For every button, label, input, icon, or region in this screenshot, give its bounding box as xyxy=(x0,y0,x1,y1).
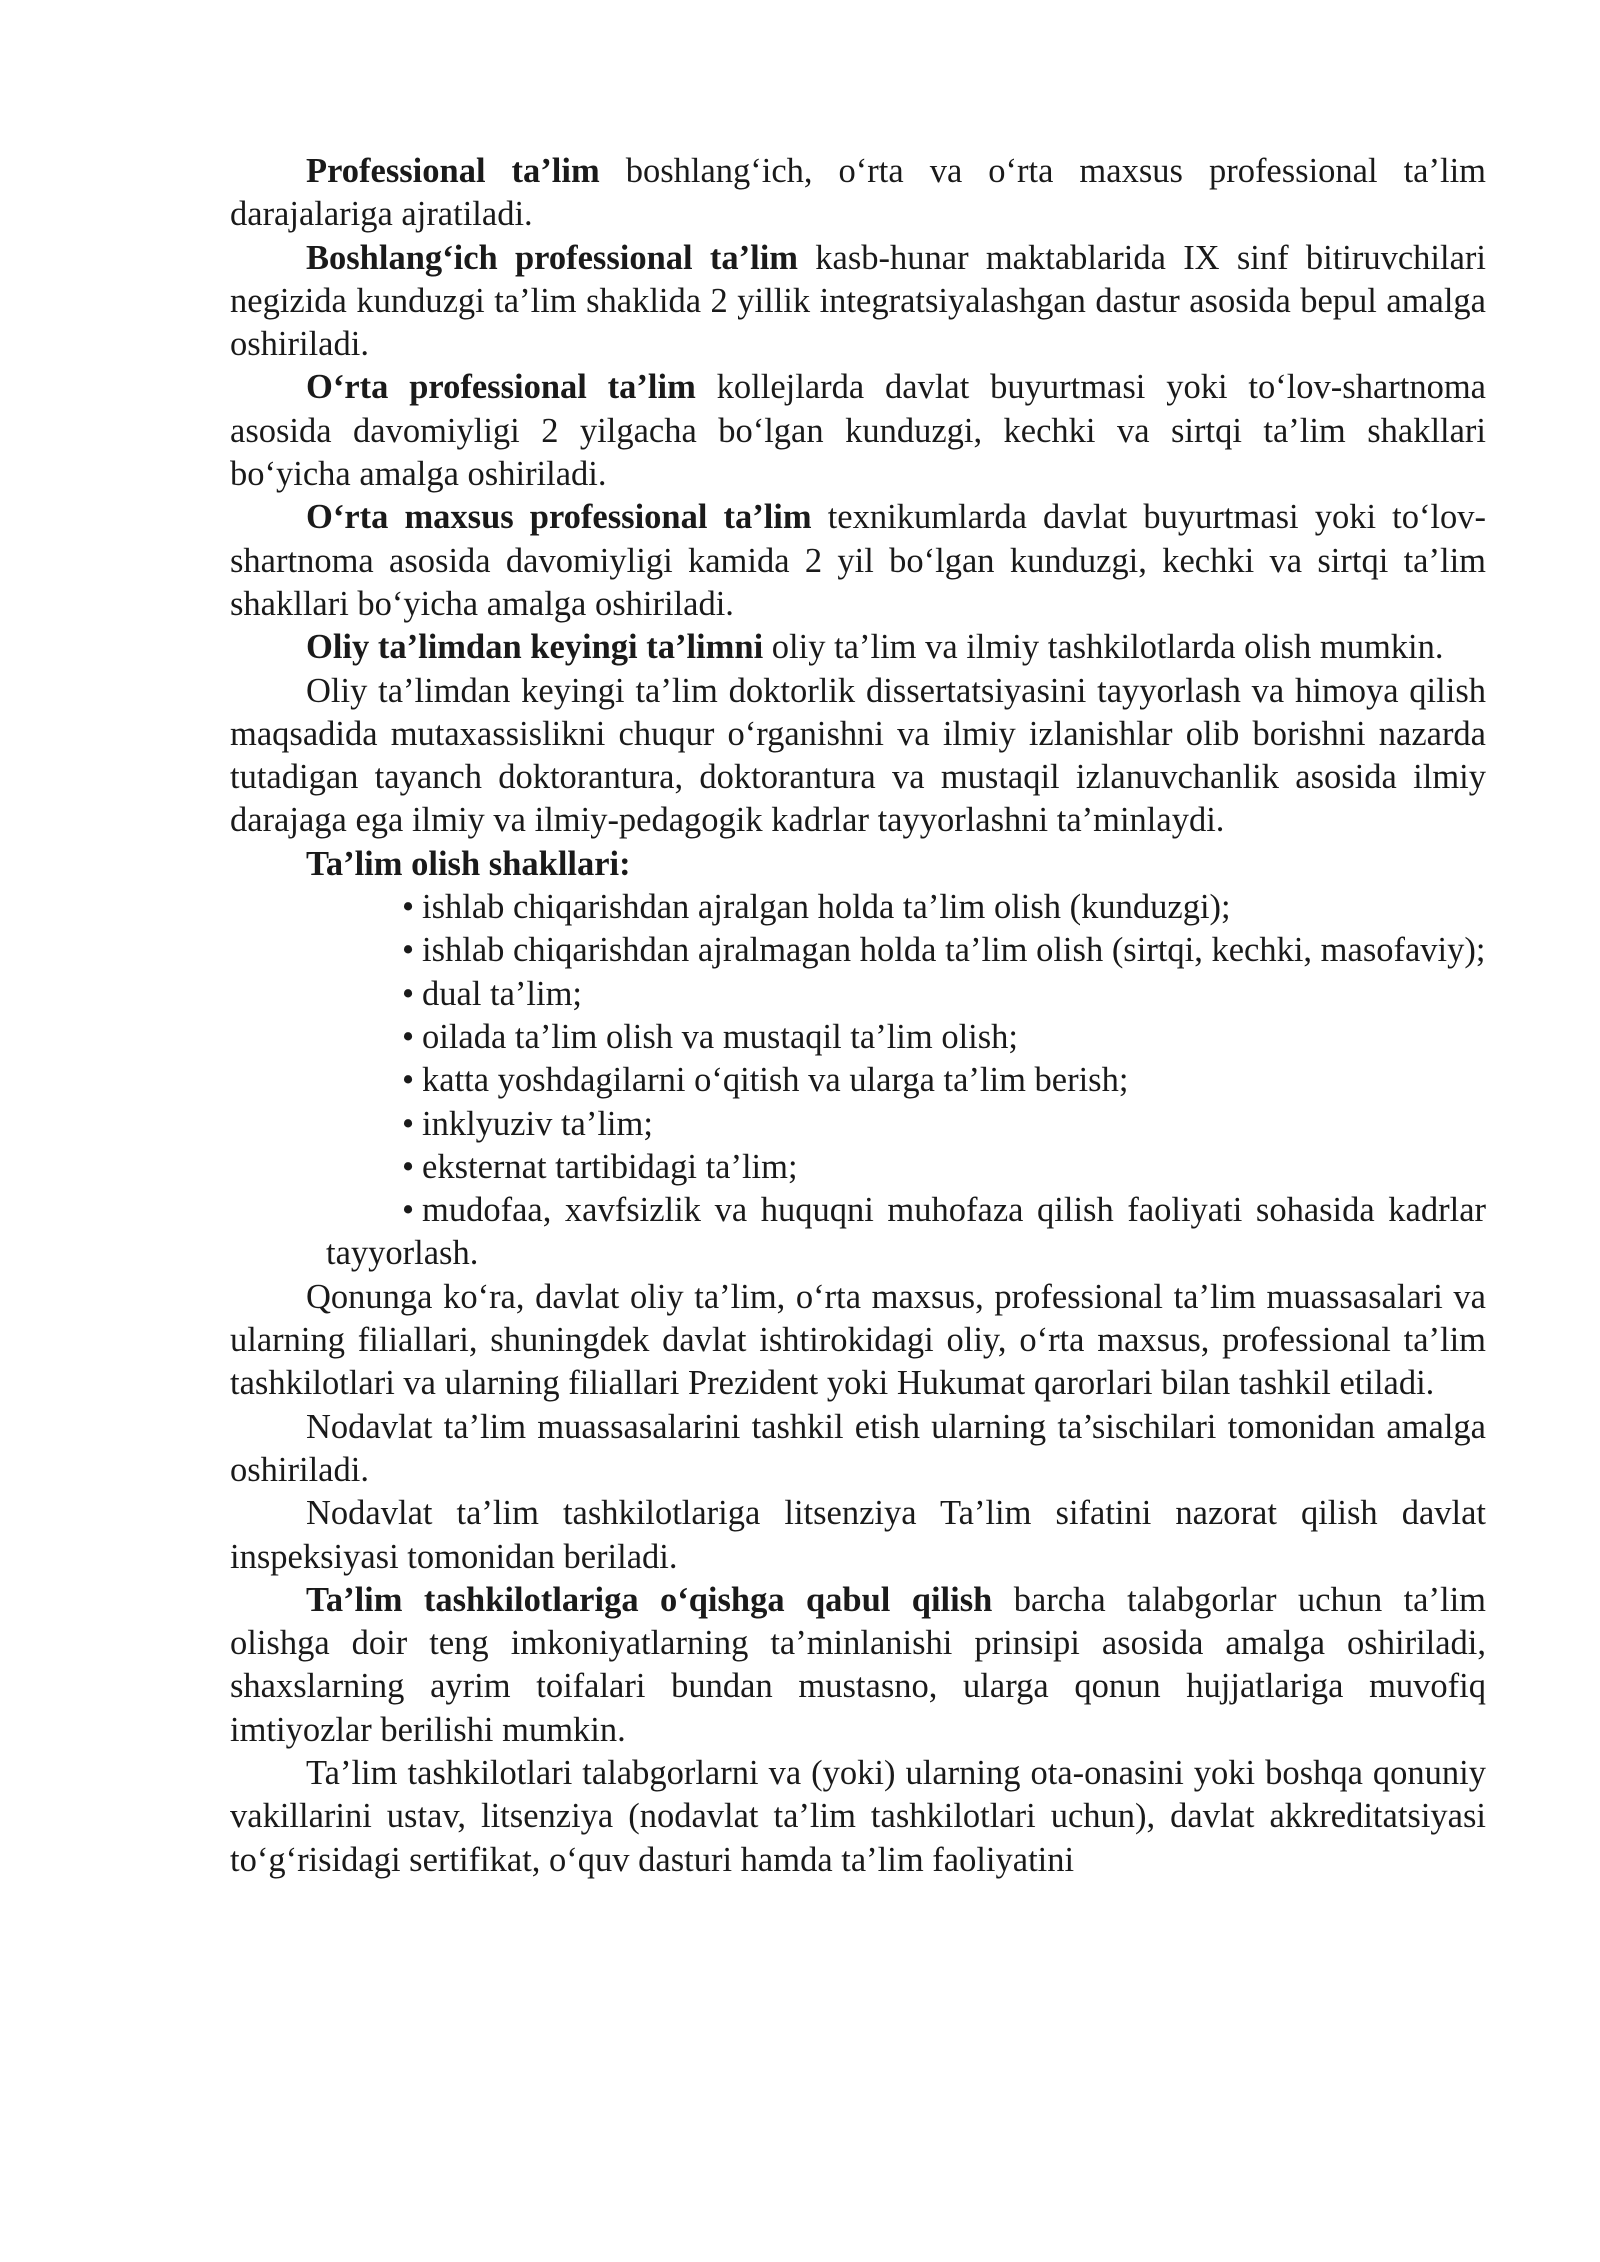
bullet: • xyxy=(402,1017,415,1056)
paragraph-text: texnikumlarda davlat buyurtmasi yoki to‘lov-shartnoma asosida davomiyligi kamida 2 yil bo‘lgan kunduzgi, kechki va sirtqi ta’lim shakllari bo‘yicha amalga oshiriladi. xyxy=(230,498,1487,623)
list-item xyxy=(326,1189,1486,1276)
paragraph xyxy=(230,1276,1486,1406)
bullet: • xyxy=(402,931,415,970)
list-item-text: inklyuziv ta’lim; xyxy=(422,1104,653,1143)
list-item xyxy=(326,1016,1486,1059)
list-item-text: katta yoshdagilarni o‘qitish va ularga ta’lim berish; xyxy=(422,1061,1129,1100)
paragraph-term: O‘rta maxsus professional ta’lim xyxy=(306,498,812,537)
list-item-text: eksternat tartibidagi ta’lim; xyxy=(422,1147,798,1186)
paragraph-term: Boshlang‘ich professional ta’lim xyxy=(306,238,799,277)
paragraph-text: Qonunga ko‘ra, davlat oliy ta’lim, o‘rta maxsus, professional ta’lim muassasalari va ularning filiallari, shuningdek davlat ishtirokidagi oliy, o‘rta maxsus, professional ta’lim tashkilotlari va ularning filiallari Prezident yoki Hukumat qarorlari bilan tashkil etiladi. xyxy=(230,1277,1486,1403)
paragraph-text: Ta’lim tashkilotlari talabgorlarni va (yoki) ularning ota-onasini yoki boshqa qonuniy vakillarini ustav, litsenziya (nodavlat ta’lim tashkilotlari uchun), davlat akkreditatsiyasi to‘g‘risidagi sertifikat, o‘quv dasturi hamda ta’lim faoliyatini xyxy=(230,1753,1486,1879)
forms-heading: Ta’lim olish shakllari: xyxy=(306,844,631,883)
list-item xyxy=(326,929,1486,972)
paragraph xyxy=(230,1406,1486,1493)
paragraph-term: O‘rta professional ta’lim xyxy=(306,368,696,407)
document-page xyxy=(230,150,1486,1882)
bullet: • xyxy=(402,1104,415,1143)
list-item-text: dual ta’lim; xyxy=(422,974,583,1013)
paragraph-text: boshlang‘ich, o‘rta va o‘rta maxsus professional ta’lim darajalariga ajratiladi. xyxy=(230,152,1486,234)
paragraph xyxy=(230,366,1486,496)
paragraph-text: oliy ta’lim va ilmiy tashkilotlarda olish mumkin. xyxy=(763,628,1444,667)
bullet: • xyxy=(402,888,415,927)
list-item-text: oilada ta’lim olish va mustaqil ta’lim olish; xyxy=(422,1017,1019,1056)
paragraph-term: Oliy ta’limdan keyingi ta’limni xyxy=(306,628,764,667)
list-item-text: mudofaa, xavfsizlik va huquqni muhofaza qilish faoliyati sohasida kadrlar tayyorlash. xyxy=(326,1191,1486,1273)
list-item xyxy=(326,886,1486,929)
bullet: • xyxy=(402,1191,415,1230)
bullet: • xyxy=(402,1147,415,1186)
paragraph-text: barcha talabgorlar uchun ta’lim olishga doir teng imkoniyatlarning ta’minlanishi prinsipi asosida amalga oshiriladi, shaxslarning ayrim toifalari bundan mustasno, ularga qonun hujjatlariga muvofiq imtiyozlar berilishi mumkin. xyxy=(230,1580,1486,1749)
paragraph-text: kasb-hunar maktablarida IX sinf bitiruvchilari negizida kunduzgi ta’lim shaklida 2 yillik integratsiyalashgan dastur asosida bepul amalga oshiriladi. xyxy=(230,238,1486,364)
paragraph-text: kollejlarda davlat buyurtmasi yoki to‘lov-shartnoma asosida davomiyligi 2 yilgacha bo‘lgan kunduzgi, kechki va sirtqi ta’lim shakllari bo‘yicha amalga oshiriladi. xyxy=(230,368,1486,494)
paragraph xyxy=(230,496,1486,626)
paragraph xyxy=(230,670,1486,843)
paragraph-text: Nodavlat ta’lim tashkilotlariga litsenziya Ta’lim sifatini nazorat qilish davlat inspeksiyasi tomonidan beriladi. xyxy=(230,1494,1486,1576)
paragraph-text: Nodavlat ta’lim muassasalarini tashkil etish ularning ta’sischilari tomonidan amalga oshiriladi. xyxy=(230,1407,1486,1489)
paragraph-term: Ta’lim tashkilotlariga o‘qishga qabul qilish xyxy=(306,1580,993,1619)
list-item xyxy=(326,1103,1486,1146)
paragraph xyxy=(230,150,1486,237)
list-item-text: ishlab chiqarishdan ajralgan holda ta’lim olish (kunduzgi); xyxy=(422,888,1231,927)
bullet: • xyxy=(402,1061,415,1100)
paragraph xyxy=(230,1579,1486,1752)
paragraph xyxy=(230,237,1486,367)
paragraph-text: Oliy ta’limdan keyingi ta’lim doktorlik dissertatsiyasini tayyorlash va himoya qilish maqsadida mutaxassislikni chuqur o‘rganishni va ilmiy izlanishlar olib borishni nazarda tutadigan tayanch doktorantura, doktorantura va mustaqil izlanuvchanlik asosida ilmiy darajaga ega ilmiy va ilmiy-pedagogik kadrlar tayyorlashni ta’minlaydi. xyxy=(230,671,1486,840)
list-item-text: ishlab chiqarishdan ajralmagan holda ta’lim olish (sirtqi, kechki, masofaviy); xyxy=(422,931,1486,970)
bullet: • xyxy=(402,974,415,1013)
list-item xyxy=(326,973,1486,1016)
list-item xyxy=(326,1146,1486,1189)
forms-list xyxy=(230,886,1486,1276)
paragraph-term: Professional ta’lim xyxy=(306,152,600,190)
list-item xyxy=(326,1059,1486,1102)
paragraph xyxy=(230,1492,1486,1579)
paragraph xyxy=(230,626,1486,669)
paragraph xyxy=(230,1752,1486,1882)
